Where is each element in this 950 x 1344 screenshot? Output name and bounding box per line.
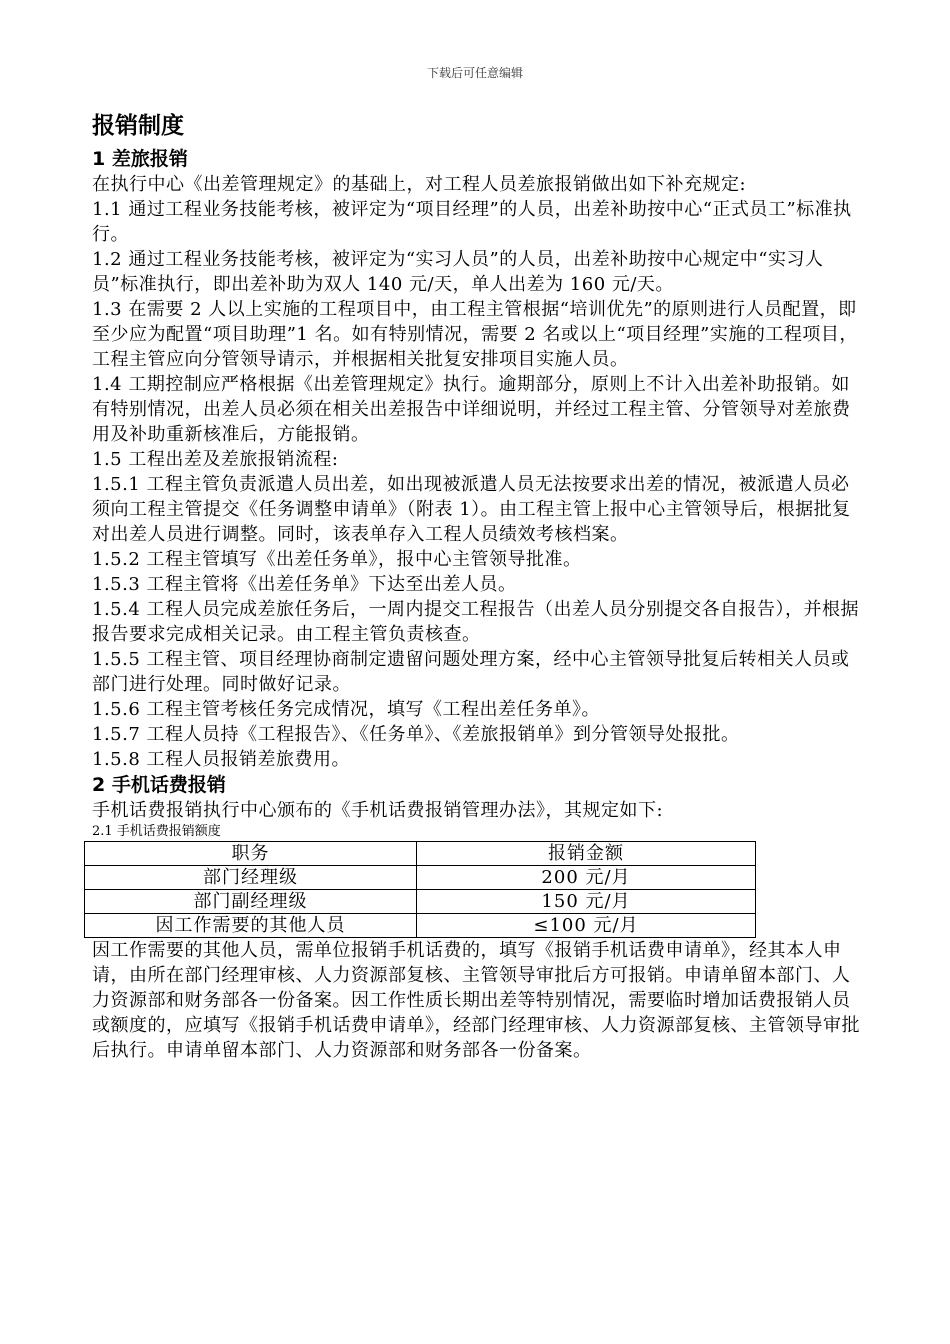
paragraph: 1.5.7 工程人员持《工程报告》、《任务单》、《差旅报销单》到分管领导处报批。 [92,724,740,745]
table-cell: 因工作需要的其他人员 [85,914,417,938]
paragraph: 1.5.5 工程主管、项目经理协商制定遗留问题处理方案，经中心主管领导批复后转相关人员或部门进行处理。同时做好记录。 [92,649,850,695]
paragraph: 因工作需要的其他人员，需单位报销手机话费的，填写《报销手机话费申请单》，经其本人申请，由所在部门经理审核、人力资源部复核、主管领导审批后方可报销。申请单留本部门、人力资源部和财务部各一份备案。因工作性质长期出差等特别情况，需要临时增加话费报销人员或额度的，应填写《报销手机话费申请单》，经部门经理审核、人力资源部复核、主管领导审批后执行。申请单留本部门、人力资源部和财务部各一份备案。 [92,940,860,1061]
document-body [92,106,862,1063]
table-cell: 部门经理级 [85,866,417,890]
paragraph: 1.5.6 工程主管考核任务完成情况，填写《工程出差任务单》。 [92,699,601,720]
table-row [85,866,756,890]
table-cell: ≤100 元/月 [417,914,756,938]
table-header-cell: 职务 [85,842,417,866]
phone-fee-table [84,841,756,938]
page-header: 下载后可任意编辑 [426,66,523,80]
paragraph: 手机话费报销执行中心颁布的《手机话费报销管理办法》，其规定如下: [92,800,664,821]
paragraph: 1.4 工期控制应严格根据《出差管理规定》执行。逾期部分，原则上不计入出差补助报销。如有特别情况，出差人员必须在相关出差报告中详细说明，并经过工程主管、分管领导对差旅费用及补助重新核准后，方能报销。 [92,374,851,445]
paragraph: 1.2 通过工程业务技能考核，被评定为“实习人员”的人员，出差补助按中心规定中“实习人员”标准执行，即出差补助为双人 140 元/天，单人出差为 160 元/天。 [92,249,824,295]
table-cell: 部门副经理级 [85,890,417,914]
paragraph: 1.5.1 工程主管负责派遣人员出差，如出现被派遣人员无法按要求出差的情况，被派遣人员必须向工程主管提交《任务调整申请单》（附表 1）。由工程主管上报中心主管领导后，根据批复对出差人员进行调整。同时，该表单存入工程人员绩效考核档案。 [92,474,851,545]
table-cell: 150 元/月 [417,890,756,914]
paragraph: 1.5.2 工程主管填写《出差任务单》，报中心主管领导批准。 [92,549,582,570]
paragraph: 1.5.4 工程人员完成差旅任务后，一周内提交工程报告（出差人员分别提交各自报告），并根据报告要求完成相关记录。由工程主管负责核查。 [92,599,860,645]
table-row [85,914,756,938]
paragraph: 1.5.3 工程主管将《出差任务单》下达至出差人员。 [92,574,517,595]
paragraph: 1.3 在需要 2 人以上实施的工程项目中，由工程主管根据“培训优先”的原则进行人员配置，即至少应为配置“项目助理”1 名。如有特别情况，需要 2 名或以上“项目经理”实施的工程项目，工程主管应向分管领导请示，并根据相关批复安排项目实施人员。 [92,299,858,370]
table-header-row [85,842,756,866]
document-title: 报销制度 [92,113,184,139]
paragraph: 1.5.8 工程人员报销差旅费用。 [92,749,351,770]
table-header-cell: 报销金额 [417,842,756,866]
section-heading-phone: 2 手机话费报销 [92,774,226,796]
paragraph: 1.1 通过工程业务技能考核，被评定为“项目经理”的人员，出差补助按中心“正式员工”标准执行。 [92,199,852,245]
table-cell: 200 元/月 [417,866,756,890]
paragraph: 在执行中心《出差管理规定》的基础上，对工程人员差旅报销做出如下补充规定: [92,174,747,195]
paragraph: 1.5 工程出差及差旅报销流程: [92,449,339,470]
table-caption: 2.1 手机话费报销额度 [92,824,221,839]
section-heading-travel: 1 差旅报销 [92,148,188,170]
table-row [85,890,756,914]
